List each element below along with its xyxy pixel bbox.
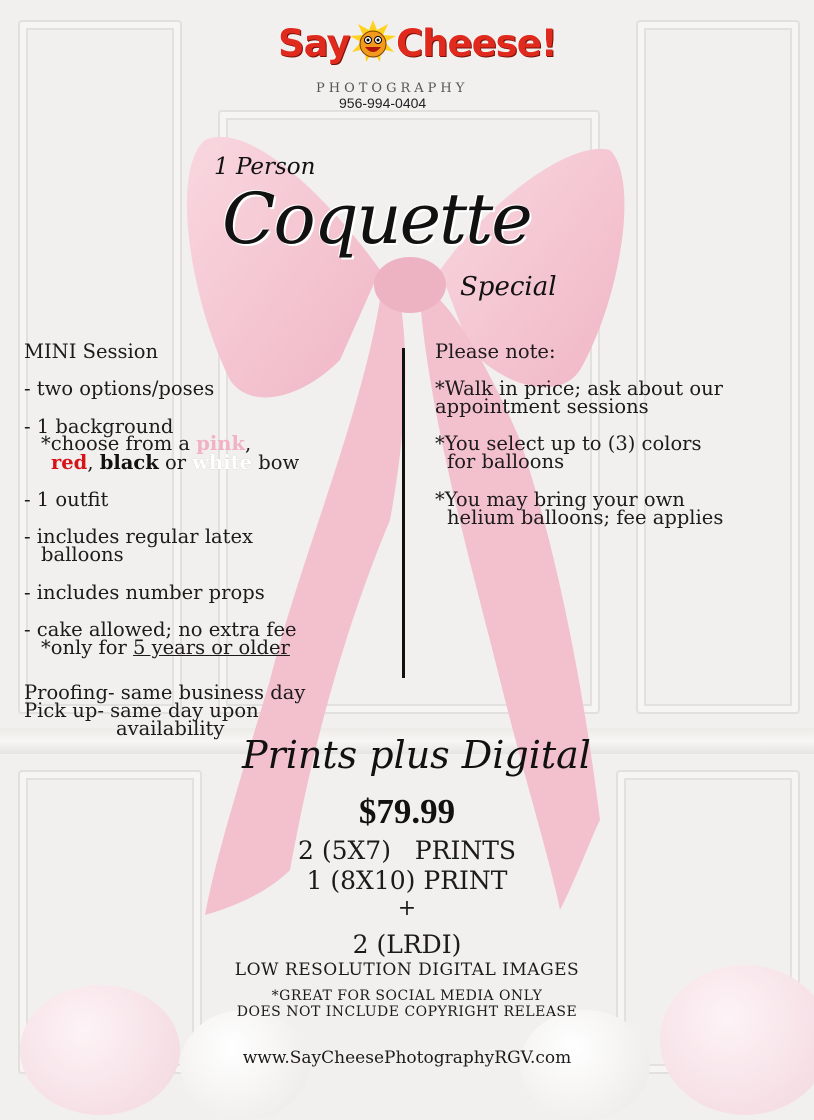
balloon-colors-note: *You select up to (3) colors	[435, 432, 702, 455]
pickup-info: Pick up- same day upon	[24, 699, 259, 722]
white-option: white	[192, 451, 253, 474]
own-balloons-note-cont: helium balloons; fee applies	[447, 506, 724, 529]
black-option: black	[99, 451, 159, 474]
logo-cheese-text: Cheese!	[396, 22, 557, 65]
balloons-item-cont: balloons	[41, 543, 124, 566]
only-for-text: *only for	[41, 636, 133, 659]
print-8x10: 1 (8X10) PRINT	[306, 866, 508, 895]
smiley-face-icon	[348, 20, 398, 70]
or-text: or	[158, 451, 193, 474]
title-coquette: Coquette	[222, 178, 531, 260]
background-item: - 1 background	[24, 415, 174, 438]
website-link[interactable]: www.SayCheesePhotographyRGV.com	[242, 1048, 572, 1068]
own-balloons-note: *You may bring your own	[435, 488, 685, 511]
availability-text: availability	[116, 717, 225, 740]
title-person: 1 Person	[214, 154, 316, 180]
package-title: Prints plus Digital	[242, 733, 591, 777]
column-divider	[402, 348, 405, 678]
plus-sign: +	[397, 896, 417, 921]
note-heading: Please note:	[435, 340, 556, 363]
poses-item: - two options/poses	[24, 377, 215, 400]
bow-color-choice-2	[51, 453, 299, 473]
title-special: Special	[460, 272, 557, 302]
bow-text: bow	[252, 451, 300, 474]
balloons-item: - includes regular latex	[24, 525, 254, 548]
choose-text: *choose from a	[41, 432, 197, 455]
outfit-item: - 1 outfit	[24, 488, 109, 511]
proofing-info: Proofing- same business day	[24, 681, 306, 704]
lrdi-description: LOW RESOLUTION DIGITAL IMAGES	[234, 960, 580, 980]
package-price: $79.99	[358, 792, 456, 831]
walk-in-note: *Walk in price; ask about our	[435, 377, 723, 400]
lrdi-count: 2 (LRDI)	[352, 930, 462, 959]
say-cheese-logo	[278, 20, 557, 80]
walk-in-note-cont: appointment sessions	[435, 395, 649, 418]
pink-option: pink	[196, 432, 245, 455]
prints-5x7: 2 (5X7) PRINTS	[297, 836, 516, 865]
social-media-note: *GREAT FOR SOCIAL MEDIA ONLY	[271, 988, 543, 1004]
comma-text: ,	[87, 451, 100, 474]
bow-knot	[374, 257, 446, 313]
red-option: red	[51, 451, 88, 474]
phone-number: 956-994-0404	[339, 95, 427, 111]
balloon-colors-note-cont: for balloons	[447, 450, 565, 473]
props-item: - includes number props	[24, 581, 265, 604]
logo-photography-text: PHOTOGRAPHY	[316, 81, 469, 96]
logo-say-text: Say	[278, 22, 350, 65]
copyright-note: DOES NOT INCLUDE COPYRIGHT RELEASE	[236, 1004, 578, 1020]
mini-session-heading: MINI Session	[24, 340, 159, 363]
cake-item: - cake allowed; no extra fee	[24, 618, 297, 641]
age-requirement	[24, 638, 290, 658]
comma-text: ,	[244, 432, 252, 455]
age-text: 5 years or older	[132, 636, 290, 659]
